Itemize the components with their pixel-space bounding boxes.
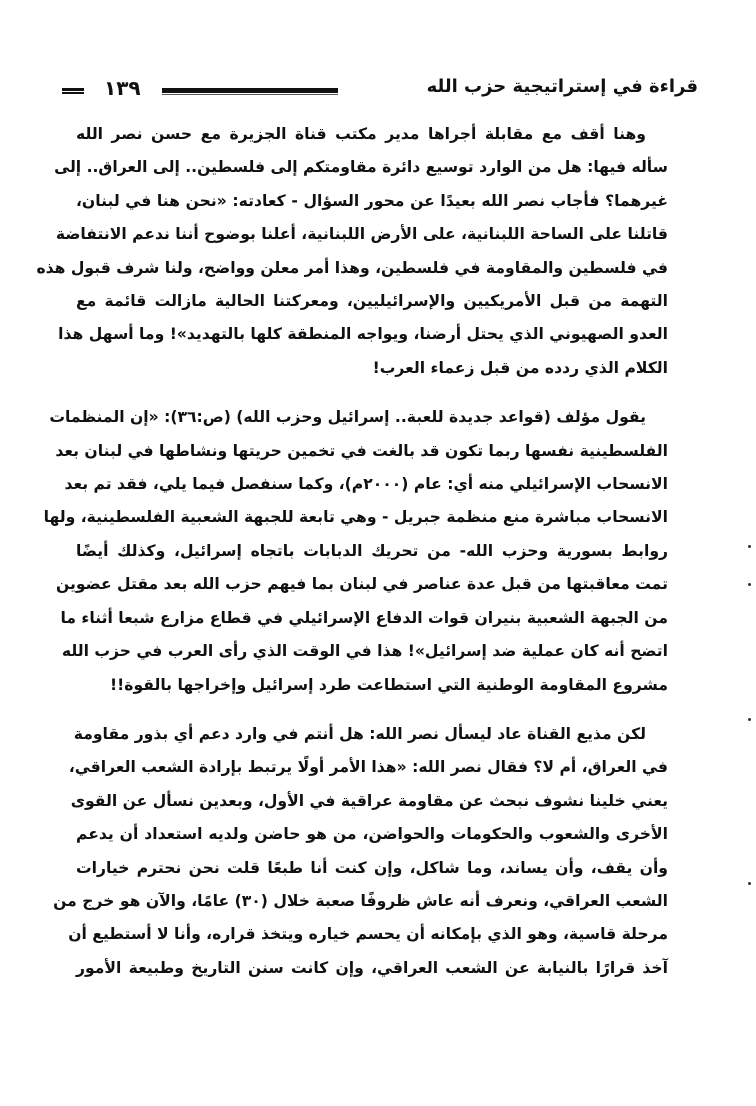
paragraph-3 (53, 718, 668, 985)
text-line: الانسحاب مباشرة منع منظمة جبريل - وهي تابعة للجبهة الشعبية الفلسطينية، ولها (43, 508, 668, 527)
text-line: سأله فيها: هل من الوارد توسيع دائرة مقاومتكم إلى فلسطين.. إلى العراق.. إلى (54, 158, 668, 177)
text-line: لكن مذيع القناة عاد ليسأل نصر الله: هل أنتم في وارد دعم أي بذور مقاومة (73, 724, 646, 743)
text-line: الشعب العراقي، ونعرف أنه عاش ظروفًا صعبة خلال (٣٠) عامًا، والآن هو خرج من (53, 891, 668, 910)
text-line: قاتلنا على الساحة اللبنانية، على الأرض اللبنانية، أعلنا بوضوح أننا ندعم الانتفاضة (55, 225, 668, 244)
text-line: يقول مؤلف (قواعد جديدة للعبة.. إسرائيل وحزب الله) (ص:٣٦): «إن المنظمات (49, 408, 646, 427)
running-header (38, 76, 698, 106)
page-number: ١٣٩ (104, 76, 141, 100)
text-line: مرحلة قاسية، وهو الذي بإمكانه أن يحسم خياره ويتخذ قراره، وأنا لا أستطيع أن (68, 925, 668, 944)
header-ornament (62, 88, 84, 94)
text-line: آخذ قرارًا بالنيابة عن الشعب العراقي، وإن كانت سنن التاريخ وطبيعة الأمور (76, 958, 668, 977)
header-rule (162, 88, 338, 95)
text-line: من الجبهة الشعبية بنيران قوات الدفاع الإسرائيلي في قطاع مزارع شبعا أثناء ما (60, 608, 668, 627)
text-line: روابط بسورية وحزب الله- من تحريك الدبابات باتجاه إسرائيل، وكذلك أيضًا (76, 541, 668, 560)
text-line: وهنا أقف مع مقابلة أجراها مدير مكتب قناة الجزيرة مع حسن نصر الله (76, 125, 646, 143)
running-title: قراءة في إستراتيجية حزب الله (426, 76, 698, 97)
text-line: في فلسطين والمقاومة في فلسطين، وهذا أمر معلن وواضح، ولنا شرف قبول هذه (36, 258, 668, 277)
paragraph-gap (76, 702, 668, 718)
scan-speck (748, 882, 751, 885)
scan-speck (748, 545, 751, 548)
text-line: تمت معاقبتها من قبل عدة عناصر في لبنان بما فيهم حزب الله بعد مقتل عضوين (55, 575, 668, 594)
body-text (36, 118, 668, 985)
text-line: وأن يقف، وأن يساند، وما شاكل، وإن كنت أنا طبعًا قلت نحن نحترم خيارات (76, 858, 668, 877)
text-line: في العراق، أم لا؟ فقال نصر الله: «هذا الأمر أولًا يرتبط بإرادة الشعب العراقي، (68, 758, 668, 777)
paragraph-2 (43, 401, 668, 702)
text-line: الانسحاب الإسرائيلي منه أي: عام (٢٠٠٠م)، وكما سنفصل فيما يلي، فقد تم بعد (64, 475, 668, 494)
text-line: التهمة من قبل الأمريكيين والإسرائيليين، ومعركتنا الحالية مازالت قائمة مع (76, 292, 668, 311)
text-line: الكلام الذي ردده من قبل زعماء العرب! (372, 358, 668, 377)
text-line: مشروع المقاومة الوطنية التي استطاعت طرد إسرائيل وإخراجها بالقوة!! (110, 675, 668, 694)
text-line: العدو الصهيوني الذي يحتل أرضنا، ويواجه المنطقة كلها بالتهديد»! وما أسهل هذا (58, 325, 668, 344)
text-line: الأخرى والشعوب والحكومات والحواضن، من هو حاضن ولديه استعداد أن يدعم (76, 825, 668, 844)
text-line: يعني خلينا نشوف نبحث عن مقاومة عراقية في الأول، وبعدين نسأل عن القوى (70, 791, 668, 810)
scan-speck (748, 718, 751, 721)
scan-speck (748, 583, 751, 586)
paragraph-1 (36, 118, 668, 385)
text-line: اتضح أنه كان عملية ضد إسرائيل»! هذا في الوقت الذي رأى العرب في حزب الله (61, 642, 668, 661)
paragraph-gap (76, 385, 668, 401)
text-line: غيرهما؟ فأجاب نصر الله بعيدًا عن محور السؤال - كعادته: «نحن هنا في لبنان، (76, 191, 668, 210)
text-line: الفلسطينية نفسها ربما تكون قد بالغت في تخمين حريتها ونشاطها في لبنان بعد (55, 441, 668, 460)
